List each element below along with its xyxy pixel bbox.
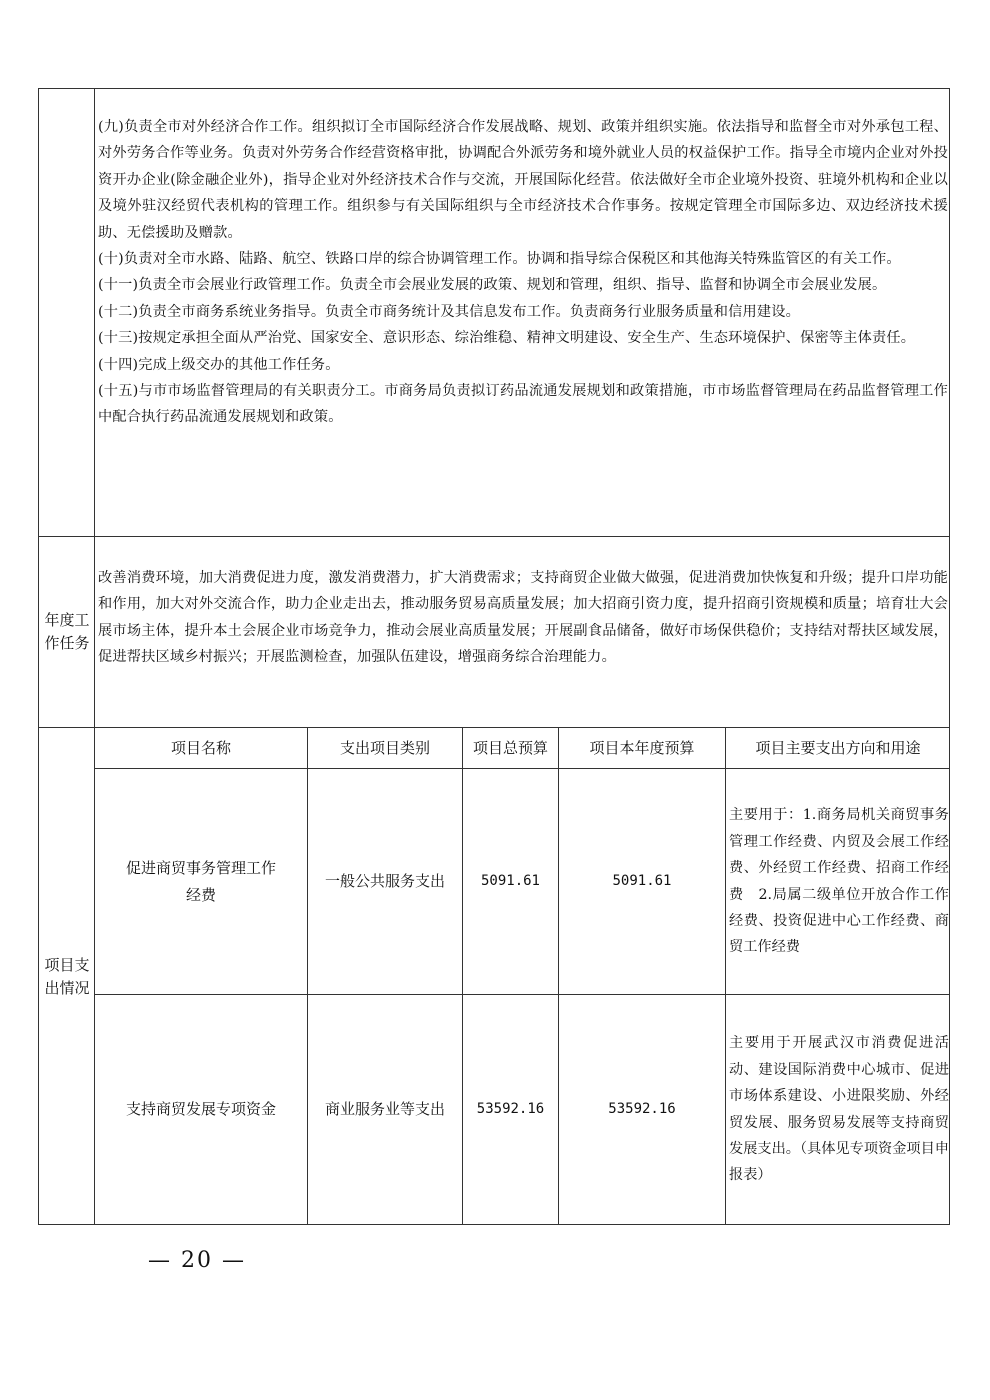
header-total-budget: 项目总预算 bbox=[472, 739, 548, 757]
annual-tasks-text-wrap bbox=[98, 565, 948, 671]
row1-usage: 主要用于：1.商务局机关商贸事务管理工作经费、内贸及会展工作经费、外经贸工作经费、招商工作经费 2.局属二级单位开放合作工作经费、投资促进中心工作经费、商贸工作经费 bbox=[729, 807, 949, 956]
row2-total: 53592.16 bbox=[476, 1101, 545, 1117]
project-spending-label: 项目支出情况 bbox=[44, 955, 90, 997]
row1-name: 促进商贸事务管理工作经费 bbox=[125, 858, 276, 904]
duty-paragraph: (十)负责对全市水路、陆路、航空、铁路口岸的综合协调管理工作。协调和指导综合保税区和其他海关特殊监管区的有关工作。 bbox=[98, 251, 901, 268]
row1-annual: 5091.61 bbox=[612, 873, 672, 889]
section-divider-1 bbox=[38, 536, 950, 537]
header-annual-budget: 项目本年度预算 bbox=[589, 739, 695, 757]
header-category: 支出项目类别 bbox=[339, 739, 430, 757]
page-number: — 20 — bbox=[148, 1248, 246, 1273]
duty-paragraph: (九)负责全市对外经济合作工作。组织拟订全市国际经济合作发展战略、规划、政策并组织实施。依法指导和监督全市对外承包工程、对外劳务合作等业务。负责对外劳务合作经营资格审批，协调配合外派劳务和境外就业人员的权益保护工作。指导全市境内企业对外投资开办企业(除金融企业外)，指导企业对外经济技术合作与交流，开展国际化经营。依法做好全市企业境外投资、驻境外机构和企业以及境外驻汉经贸代表机构的管理工作。组织参与有关国际组织与全市经济技术合作事务。按规定管理全市国际多边、双边经济技术援助、无偿援助及赠款。 bbox=[98, 119, 948, 241]
header-project-name: 项目名称 bbox=[170, 739, 231, 757]
row2-name: 支持商贸发展专项资金 bbox=[125, 1100, 276, 1118]
duties-section bbox=[98, 114, 948, 431]
annual-tasks-label: 年度工作任务 bbox=[44, 611, 90, 652]
header-usage: 项目主要支出方向和用途 bbox=[755, 739, 921, 757]
row2-annual: 53592.16 bbox=[608, 1101, 676, 1117]
row2-category: 商业服务业等支出 bbox=[324, 1100, 445, 1118]
duty-paragraph: (十二)负责全市商务系统业务指导。负责全市商务统计及其信息发布工作。负责商务行业服务质量和信用建设。 bbox=[98, 303, 801, 320]
row2-usage: 主要用于开展武汉市消费促进活动、建设国际消费中心城市、促进市场体系建设、小进限奖励、外经贸发展、服务贸易发展等支持商贸发展支出。（具体见专项资金项目申报表） bbox=[729, 1035, 949, 1184]
duty-paragraph: (十四)完成上级交办的其他工作任务。 bbox=[98, 356, 340, 373]
annual-tasks-text: 改善消费环境，加大消费促进力度，激发消费潜力，扩大消费需求；支持商贸企业做大做强，促进消费加快恢复和升级；提升口岸功能和作用，加大对外交流合作，助力企业走出去，推动服务贸易高质量发展；加大招商引资力度，提升招商引资规模和质量；培育壮大会展市场主体，提升本土会展企业市场竞争力，推动会展业高质量发展；开展副食品储备，做好市场保供稳价；支持结对帮扶区域发展，促进帮扶区域乡村振兴；开展监测检查，加强队伍建设，增强商务综合治理能力。 bbox=[98, 570, 948, 666]
duty-paragraph: (十一)负责全市会展业行政管理工作。负责全市会展业发展的政策、规划和管理，组织、指导、监督和协调全市会展业发展。 bbox=[98, 277, 887, 294]
row1-category: 一般公共服务支出 bbox=[324, 872, 445, 890]
duty-paragraph: (十五)与市市场监督管理局的有关职责分工。市商务局负责拟订药品流通发展规划和政策措施，市市场监督管理局在药品监督管理工作中配合执行药品流通发展规划和政策。 bbox=[98, 383, 948, 426]
project-col-line-4 bbox=[725, 728, 726, 1225]
section-divider-2 bbox=[38, 727, 950, 728]
duty-paragraph: (十三)按规定承担全面从严治党、国家安全、意识形态、综治维稳、精神文明建设、安全生产、生态环境保护、保密等主体责任。 bbox=[98, 330, 916, 347]
row1-total: 5091.61 bbox=[480, 873, 540, 889]
